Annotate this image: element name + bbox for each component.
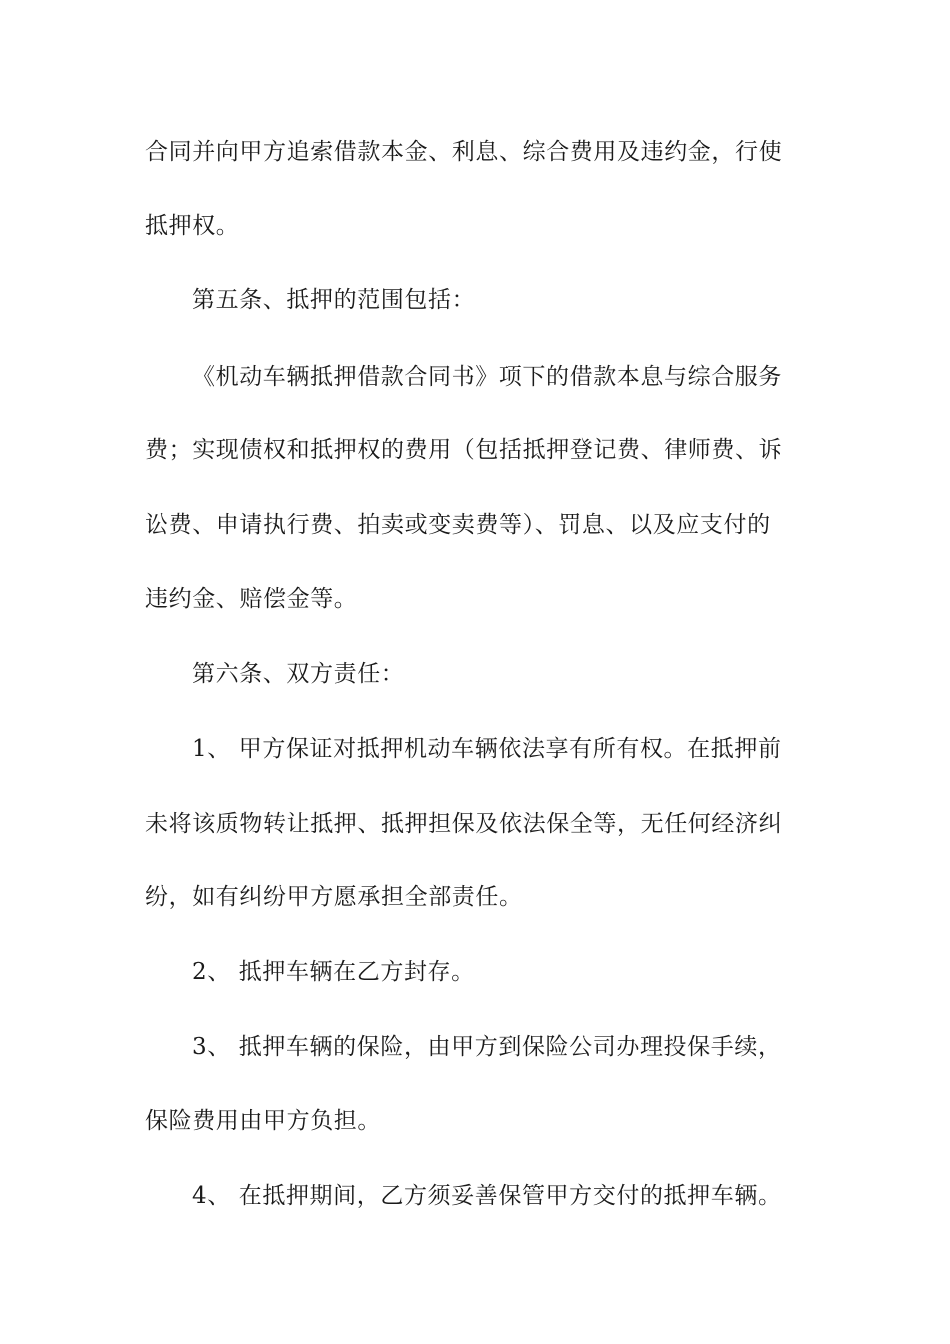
body-text-line: 保险费用由甲方负担。	[145, 1108, 381, 1134]
list-item: 1、 甲方保证对抵押机动车辆依法享有所有权。在抵押前	[192, 736, 782, 762]
body-text-line: 未将该质物转让抵押、抵押担保及依法保全等，无任何经济纠	[145, 811, 783, 837]
body-text-line: 《机动车辆抵押借款合同书》项下的借款本息与综合服务	[192, 364, 782, 390]
body-text-line: 合同并向甲方追索借款本金、利息、综合费用及违约金，行使	[145, 139, 783, 165]
article-heading: 第六条、双方责任：	[192, 661, 405, 687]
body-text-line: 纷，如有纠纷甲方愿承担全部责任。	[145, 884, 523, 910]
article-heading: 第五条、抵押的范围包括：	[192, 287, 476, 313]
body-text-line: 违约金、赔偿金等。	[145, 586, 358, 612]
body-text-line: 讼费、申请执行费、拍卖或变卖费等）、罚息、以及应支付的	[145, 512, 771, 538]
list-item: 3、 抵押车辆的保险，由甲方到保险公司办理投保手续，	[192, 1034, 782, 1060]
list-item: 4、 在抵押期间，乙方须妥善保管甲方交付的抵押车辆。	[192, 1183, 782, 1209]
body-text-line: 抵押权。	[145, 213, 240, 239]
list-item: 2、 抵押车辆在乙方封存。	[192, 959, 475, 985]
body-text-line: 费；实现债权和抵押权的费用（包括抵押登记费、律师费、诉	[145, 437, 783, 463]
